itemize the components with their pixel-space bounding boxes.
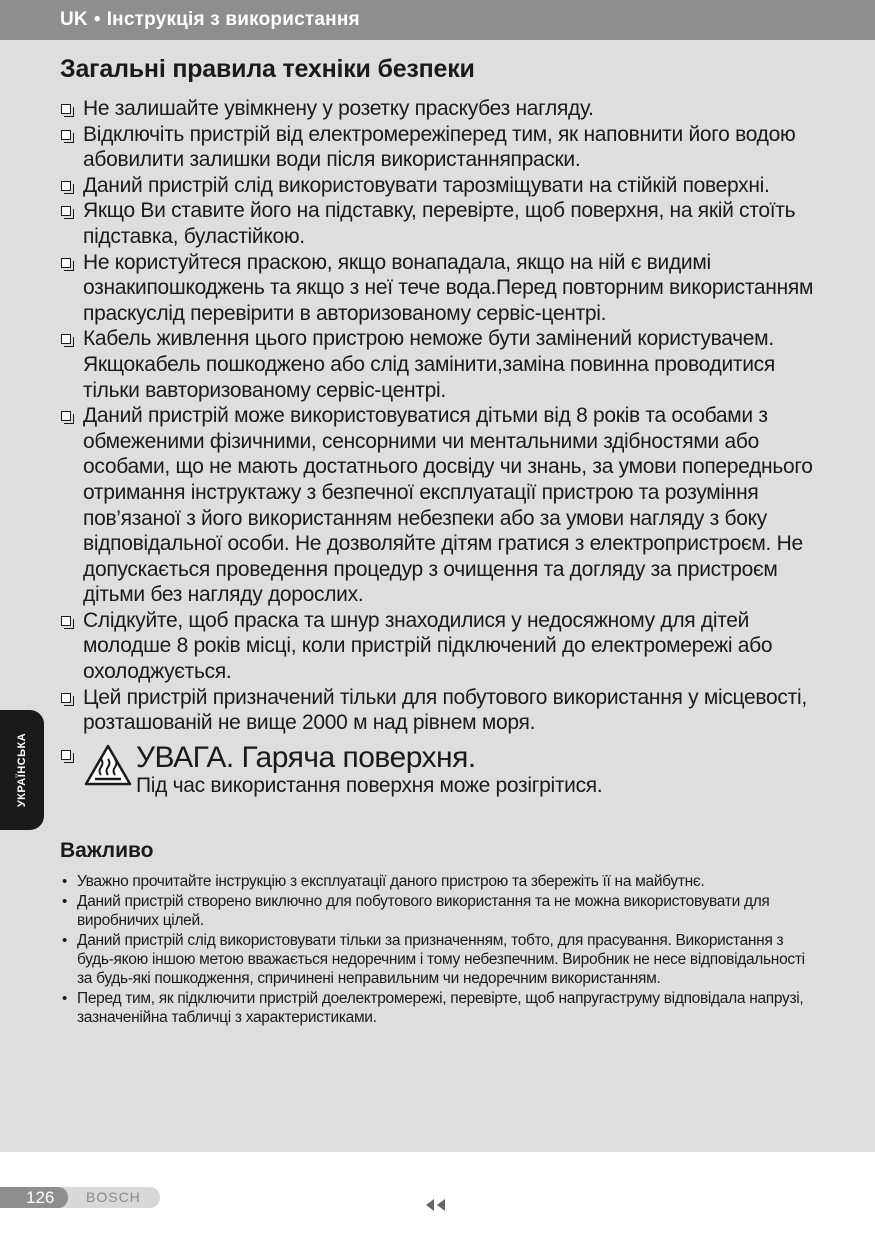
- list-item-text: Даний пристрій слід використовувати тарозміщувати на стійкій поверхні.: [83, 173, 770, 197]
- header-separator: •: [93, 9, 101, 30]
- checkbox-bullet-icon: [61, 104, 71, 114]
- list-item: [60, 198, 820, 249]
- list-item-text: Цей пристрій призначений тільки для побутового використання у місцевості, розташованій не вище 2000 м над рівнем моря.: [83, 685, 807, 735]
- brand-name: BOSCH: [86, 1189, 141, 1205]
- list-item: [60, 250, 820, 327]
- language-side-tab-label: УКРАЇНСЬКА: [16, 732, 28, 808]
- bullet-icon: •: [62, 872, 67, 890]
- list-item-text: Слідкуйте, щоб праска та шнур знаходилися у недосяжному для дітей молодше 8 років місці, коли пристрій підключений до електромережі або охолоджується.: [83, 608, 773, 684]
- important-list: [60, 872, 820, 1027]
- list-item: [60, 326, 820, 403]
- list-item: [60, 403, 820, 608]
- language-side-tab: [0, 710, 44, 830]
- list-item: [60, 96, 820, 122]
- double-left-arrow-icon[interactable]: [424, 1198, 448, 1212]
- list-item-text: Даний пристрій слід використовувати тільки за призначенням, тобто, для прасування. Використання з будь-якою іншою метою вважається недоречним і тому небезпечним. Виробник не несе відповідальності за будь-які пошкодження, спричинені неправильним чи недоречним використанням.: [77, 931, 805, 987]
- bullet-icon: •: [62, 892, 67, 910]
- list-item: [60, 892, 820, 930]
- list-item: [60, 685, 820, 736]
- list-item-text: Даний пристрій може використовуватися дітьми від 8 років та особами з обмеженими фізичними, сенсорними чи ментальними здібностями або особами, що не мають достатнього досвіду чи знань, за умови попереднього отримання інструктажу з безпечної експлуатації пристрою та розуміння пов’язаної з його використанням небезпеки або за умови нагляду з боку відповідальної особи. Не дозволяйте дітям гратися з електропристроєм. Не допускається проведення процедур з очищення та догляду за пристроєм дітьми без нагляду дорослих.: [83, 404, 813, 607]
- list-item-text: Кабель живлення цього пристрою неможе бути замінений користувачем. Якщокабель пошкоджено або слід замінити,заміна повинна проводитися тільки вавторизованому сервіс-центрі.: [83, 327, 775, 402]
- checkbox-bullet-icon: [61, 130, 71, 140]
- header-doc-title: Інструкція з використання: [106, 9, 360, 30]
- list-item-text: Не залишайте увімкнену у розетку праскубез нагляду.: [83, 97, 594, 120]
- list-item-text: Якщо Ви ставите його на підставку, перевірте, щоб поверхня, на якій стоїть підставка, буластійкою.: [83, 199, 796, 248]
- checkbox-bullet-icon: [61, 206, 71, 216]
- warning-description: Під час використання поверхня може розігрітися.: [136, 773, 603, 797]
- list-item: [60, 173, 820, 199]
- checkbox-bullet-icon: [61, 258, 71, 268]
- important-heading: Важливо: [60, 838, 154, 862]
- list-item-text: Уважно прочитайте інструкцію з експлуатації даного пристрою та збережіть її на майбутнє.: [77, 872, 705, 890]
- checkbox-bullet-icon: [61, 750, 71, 760]
- checkbox-bullet-icon: [61, 411, 71, 421]
- header-title: [60, 9, 360, 31]
- safety-heading: Загальні правила техніки безпеки: [60, 55, 475, 83]
- header-lang: UK: [60, 9, 88, 30]
- list-item: [60, 608, 820, 685]
- list-item: [60, 872, 820, 891]
- header-bar: [0, 0, 875, 40]
- list-item-text: Даний пристрій створено виключно для побутового використання та не можна використовувати для виробничих цілей.: [77, 892, 770, 929]
- hot-surface-icon: [84, 744, 132, 786]
- list-item-text: Відключіть пристрій від електромережіперед тим, як наповнити його водою абовилити залишки води після використанняпраски.: [83, 122, 796, 172]
- warning-text-block: [83, 742, 820, 798]
- warning-title: УВАГА. Гаряча поверхня.: [136, 740, 476, 774]
- checkbox-bullet-icon: [61, 181, 71, 191]
- checkbox-bullet-icon: [61, 693, 71, 703]
- main-content: [60, 52, 820, 1028]
- safety-rules-list: [60, 96, 820, 798]
- list-item: [60, 931, 820, 988]
- list-item-text: Не користуйтеся праскою, якщо вонападала, якщо на ній є видимі ознакипошкоджень та якщо з неї тече вода.Перед повторним використанням праскуслід перевірити в авторизованому сервіс-центрі.: [83, 250, 814, 325]
- checkbox-bullet-icon: [61, 334, 71, 344]
- list-item: [60, 989, 820, 1027]
- hot-surface-warning: [60, 742, 820, 798]
- checkbox-bullet-icon: [61, 616, 71, 626]
- page-number: 126: [26, 1188, 55, 1207]
- list-item: [60, 122, 820, 173]
- bullet-icon: •: [62, 931, 67, 949]
- bullet-icon: •: [62, 989, 67, 1007]
- list-item-text: Перед тим, як підключити пристрій доелектромережі, перевірте, щоб напругаструму відповідала напрузі, зазначенійна табличці з характеристиками.: [77, 989, 804, 1026]
